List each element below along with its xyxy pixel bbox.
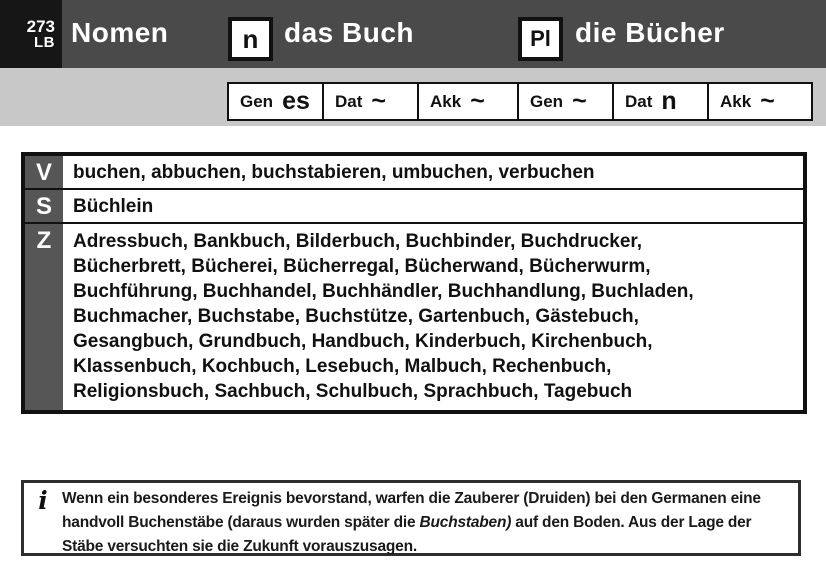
info-text-after: auf den Boden. Aus der Lage der Stäbe versuchten sie die Zukunft vorauszusagen.	[62, 514, 752, 555]
table-row-compounds	[25, 224, 803, 410]
info-text-italic: Buchstaben)	[419, 514, 512, 531]
text-line: Klassenbuch, Kochbuch, Lesebuch, Malbuch, Rechenbuch,	[73, 356, 612, 377]
table-row-verbs	[25, 156, 803, 190]
derivations-table	[21, 152, 807, 414]
row-key-compounds: Z	[25, 224, 63, 410]
table-row-diminutive	[25, 190, 803, 224]
page-number-badge	[0, 0, 62, 68]
text-line: Buchführung, Buchhandel, Buchhändler, Buchhandlung, Buchladen,	[73, 281, 694, 302]
singular-form: das Buch	[284, 17, 415, 48]
gender-marker-box: n	[228, 17, 273, 61]
case-band	[0, 68, 826, 126]
word-category-label: Nomen	[71, 17, 169, 48]
case-label: Gen	[240, 91, 274, 111]
info-text	[62, 483, 798, 553]
text-line: buchen, abbuchen, buchstabieren, umbuchen, verbuchen	[73, 162, 595, 183]
case-value: ~	[760, 87, 775, 116]
case-value: n	[661, 87, 677, 116]
case-cell-sg-gen	[227, 82, 333, 121]
header-bar	[0, 0, 826, 68]
plural-marker-box: Pl	[518, 17, 563, 61]
badge-code: LB	[34, 34, 55, 51]
badge-number: 273	[26, 17, 55, 36]
row-key-verbs: V	[25, 156, 63, 188]
text-line: Büchlein	[73, 196, 154, 217]
row-content-compounds	[63, 224, 803, 410]
info-icon: i	[38, 486, 48, 515]
info-box	[21, 480, 801, 556]
case-label: Dat	[335, 91, 363, 111]
case-value: ~	[371, 87, 387, 116]
text-line: Adressbuch, Bankbuch, Bilderbuch, Buchbinder, Buchdrucker,	[73, 231, 643, 252]
case-label: Gen	[530, 91, 564, 111]
info-text-before: Wenn ein besonderes Ereignis bevorstand, warfen die Zauberer (Druiden) bei den Germanen eine handvoll Buchenstäbe (daraus wurden später die	[62, 490, 761, 531]
text-line: Gesangbuch, Grundbuch, Handbuch, Kinderbuch, Kirchenbuch,	[73, 331, 653, 352]
plural-form: die Bücher	[575, 17, 725, 48]
case-cell-sg-akk	[417, 82, 523, 121]
text-line: Buchmacher, Buchstabe, Buchstütze, Gartenbuch, Gästebuch,	[73, 306, 639, 327]
text-line: Religionsbuch, Sachbuch, Schulbuch, Sprachbuch, Tagebuch	[73, 381, 633, 402]
case-cell-sg-dat	[322, 82, 428, 121]
case-value: ~	[470, 87, 485, 116]
case-label: Dat	[625, 91, 653, 111]
case-cell-pl-dat	[612, 82, 718, 121]
row-key-diminutive: S	[25, 190, 63, 222]
case-cell-pl-akk	[707, 82, 813, 121]
text-line: Bücherbrett, Bücherei, Bücherregal, Bücherwand, Bücherwurm,	[73, 256, 651, 277]
case-value: ~	[572, 87, 587, 116]
case-value: es	[282, 87, 310, 116]
case-label: Akk	[720, 91, 752, 111]
row-content-verbs	[63, 156, 803, 188]
case-cell-pl-gen	[517, 82, 623, 121]
row-content-diminutive	[63, 190, 803, 222]
case-label: Akk	[430, 91, 462, 111]
